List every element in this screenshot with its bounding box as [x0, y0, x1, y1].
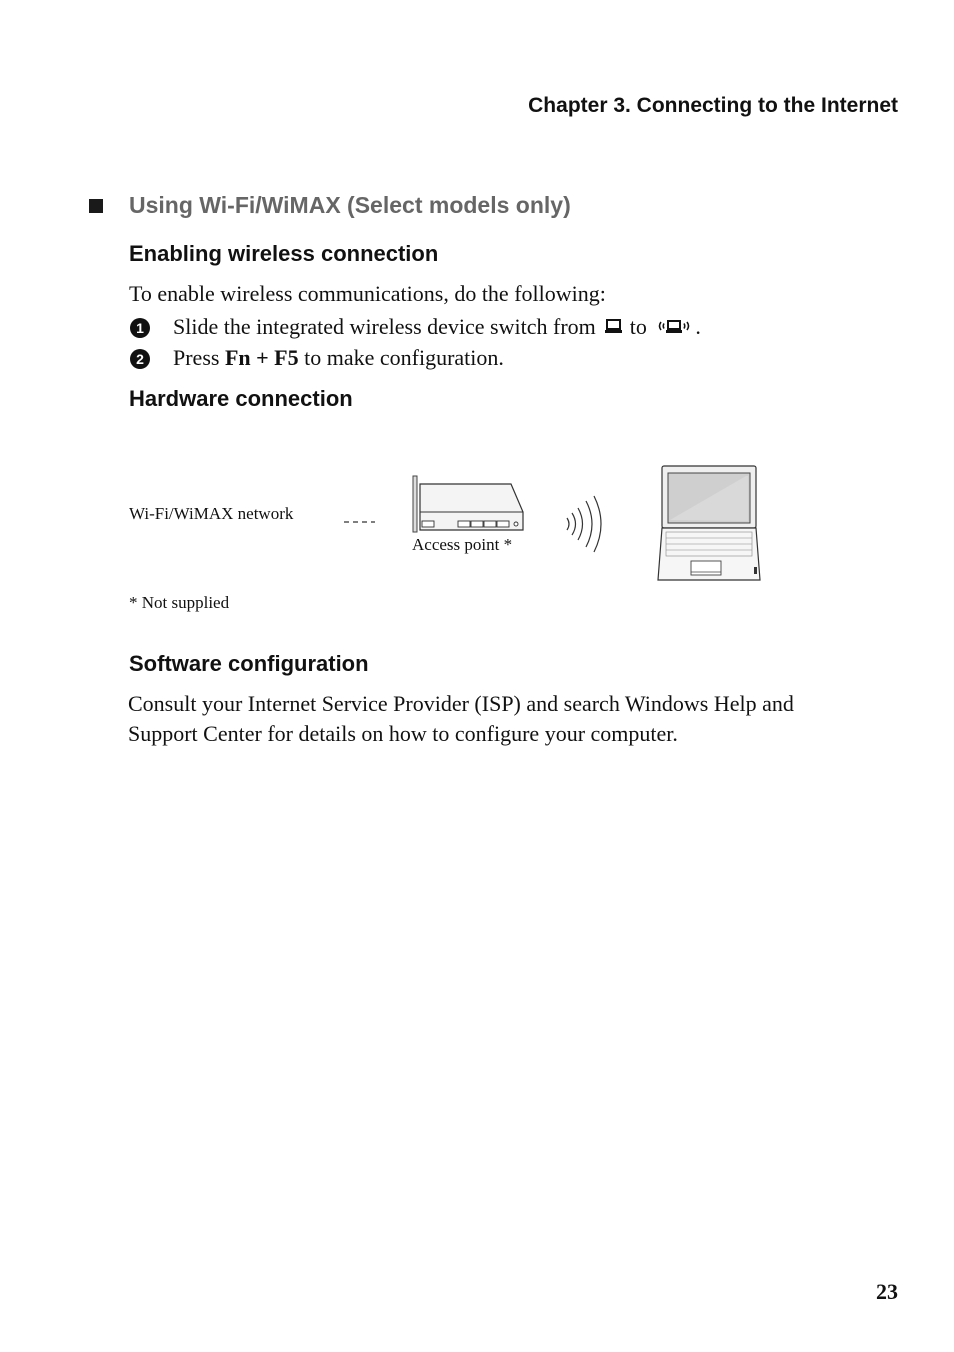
step-2 [173, 345, 504, 371]
footnote: * Not supplied [129, 593, 230, 612]
step-1-end: . [695, 314, 701, 339]
step-1-text: Slide the integrated wireless device switch from [173, 314, 596, 339]
network-label: Wi-Fi/WiMAX network [129, 504, 294, 523]
hardware-heading: Hardware connection [129, 386, 353, 411]
section-bullet [89, 199, 103, 213]
enabling-intro: To enable wireless communications, do the following: [129, 281, 606, 306]
access-point-label: Access point * [412, 535, 513, 554]
section-title: Using Wi-Fi/WiMAX (Select models only) [129, 192, 571, 218]
enabling-heading: Enabling wireless connection [129, 241, 439, 266]
step-2-text-after: to make configuration. [304, 345, 504, 370]
step-1-number: 1 [130, 318, 150, 338]
step-2-number: 2 [130, 349, 150, 369]
step-1-to: to [629, 314, 647, 339]
step-2-text: Press [173, 345, 220, 370]
laptop-off-icon [604, 318, 624, 336]
software-paragraph-line-2: Support Center for details on how to configure your computer. [128, 721, 678, 746]
software-heading: Software configuration [129, 651, 369, 676]
laptop-wireless-on-icon [655, 318, 695, 336]
chapter-header: Chapter 3. Connecting to the Internet [528, 94, 898, 117]
wireless-signal-icon [562, 493, 606, 555]
page-number: 23 [876, 1279, 898, 1304]
access-point-image [408, 472, 526, 536]
step-2-keys: Fn + F5 [224, 345, 299, 370]
dashed-connection-line [343, 519, 377, 525]
laptop-image [656, 464, 762, 584]
step-1 [173, 314, 701, 340]
software-paragraph-line-1: Consult your Internet Service Provider (ISP) and search Windows Help and [128, 691, 794, 716]
